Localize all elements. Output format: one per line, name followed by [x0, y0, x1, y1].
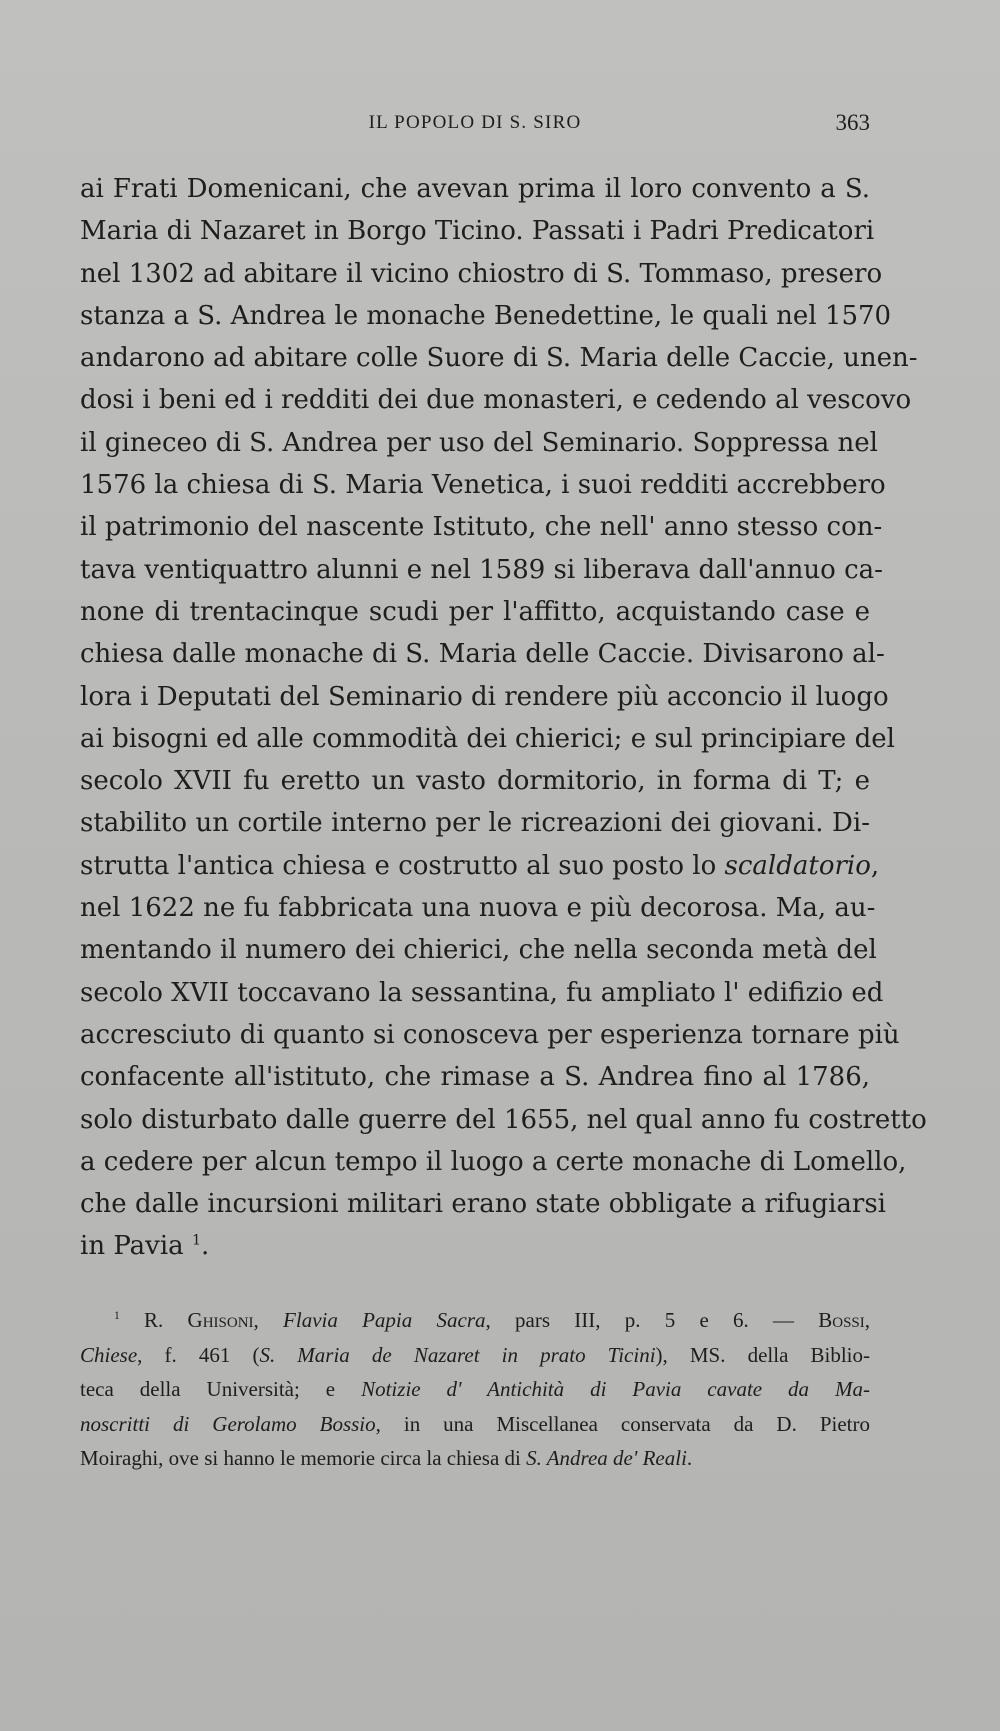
work-title: S. Maria de Nazaret in prato Ticini: [259, 1342, 656, 1367]
text-line-last: [80, 1225, 870, 1267]
text-line: solo disturbato dalle guerre del 1655, nel qual anno fu costretto: [80, 1104, 927, 1135]
footnote-line: [80, 1303, 870, 1338]
text-line: andarono ad abitare colle Suore di S. Maria delle Caccie, unen-: [80, 343, 918, 374]
footnote-text: R.: [144, 1308, 164, 1332]
footnote-reference[interactable]: 1: [191, 1232, 202, 1249]
text-line: confacente all'istituto, che rimase a S. Andrea fino al 1786,: [80, 1062, 870, 1093]
text-line: ai bisogni ed alle commodità dei chierici; e sul principiare del: [80, 723, 895, 754]
text-line: stabilito un cortile interno per le ricreazioni dei giovani. Di-: [80, 808, 870, 839]
work-title: Notizie d' Antichità di Pavia cavate da Ma-: [361, 1377, 871, 1401]
text-line: secolo XVII fu eretto un vasto dormitorio, in forma di T; e: [80, 766, 870, 797]
footnote-line: [80, 1372, 870, 1407]
footnote-text: ,: [864, 1308, 871, 1332]
line-punct: ,: [870, 850, 880, 881]
text-line: accresciuto di quanto si conosceva per esperienza tornare più: [80, 1019, 900, 1050]
footnote-text: ), MS. della Biblio-: [655, 1342, 870, 1367]
text-line: tava ventiquattro alunni e nel 1589 si liberava dall'annuo ca-: [80, 554, 883, 585]
footnote-line: [80, 1338, 870, 1373]
footnote-text: Moiraghi, ove si hanno le memorie circa la chiesa di: [80, 1446, 521, 1470]
text-line: nel 1302 ad abitare il vicino chiostro di S. Tommaso, presero: [80, 258, 883, 289]
italic-term: scaldatorio: [724, 850, 871, 881]
work-title: Chiese: [80, 1342, 138, 1367]
footnote-text: .: [686, 1446, 693, 1470]
footnote-text: , f. 461 (: [137, 1342, 260, 1367]
text-line: dosi i beni ed i redditi dei due monasteri, e cedendo al vescovo: [80, 385, 912, 416]
footnote-mark: 1: [114, 1310, 120, 1322]
author-name: Ghisoni: [187, 1308, 254, 1332]
footnote-text: ,: [253, 1308, 259, 1332]
footnote-text: , pars III, p. 5 e 6. —: [485, 1308, 819, 1332]
text-line: ai Frati Domenicani, che avevan prima il loro convento a S.: [80, 174, 870, 204]
body-text: [80, 168, 927, 1268]
running-title: IL POPOLO DI S. SIRO: [368, 112, 582, 133]
text-line-with-italic: [80, 845, 880, 887]
line-text: in Pavia: [80, 1231, 184, 1262]
text-line: a cedere per alcun tempo il luogo a certe monache di Lomello,: [80, 1146, 907, 1177]
footnotes: [80, 1303, 870, 1476]
text-line: il gineceo di S. Andrea per uso del Seminario. Soppressa nel: [80, 427, 878, 458]
text-line: nel 1622 ne fu fabbricata una nuova e più decorosa. Ma, au-: [80, 893, 876, 924]
text-line: 1576 la chiesa di S. Maria Venetica, i suoi redditi accrebbero: [80, 470, 886, 501]
footnote-line: [80, 1441, 870, 1476]
text-line: secolo XVII toccavano la sessantina, fu ampliato l' edifizio ed: [80, 977, 884, 1008]
text-line: mentando il numero dei chierici, che nella seconda metà del: [80, 935, 877, 966]
text-line: lora i Deputati del Seminario di rendere più acconcio il luogo: [80, 681, 889, 712]
text-line: che dalle incursioni militari erano state obbligate a rifugiarsi: [80, 1189, 886, 1220]
footnote-line: [80, 1407, 870, 1442]
work-title: S. Andrea de' Reali: [526, 1446, 687, 1470]
footnote-text: , in una Miscellanea conservata da D. Pietro: [375, 1411, 870, 1436]
author-name: Bossi: [818, 1308, 865, 1332]
line-text: strutta l'antica chiesa e costrutto al suo posto lo: [80, 850, 717, 881]
page-number: 363: [835, 110, 870, 135]
text-line: none di trentacinque scudi per l'affitto, acquistando case e: [80, 596, 870, 627]
footnote-text: teca della Università; e: [80, 1377, 336, 1401]
text-line: il patrimonio del nascente Istituto, che nell' anno stesso con-: [80, 512, 883, 543]
line-punct: .: [201, 1231, 210, 1262]
running-head: [80, 112, 870, 144]
text-line: chiesa dalle monache di S. Maria delle Caccie. Divisarono al-: [80, 639, 885, 670]
work-title: Flavia Papia Sacra: [283, 1308, 486, 1332]
text-line: Maria di Nazaret in Borgo Ticino. Passati i Padri Predicatori: [80, 216, 875, 247]
text-line: stanza a S. Andrea le monache Benedettine, le quali nel 1570: [80, 300, 892, 331]
work-title: noscritti di Gerolamo Bossio: [80, 1411, 376, 1436]
